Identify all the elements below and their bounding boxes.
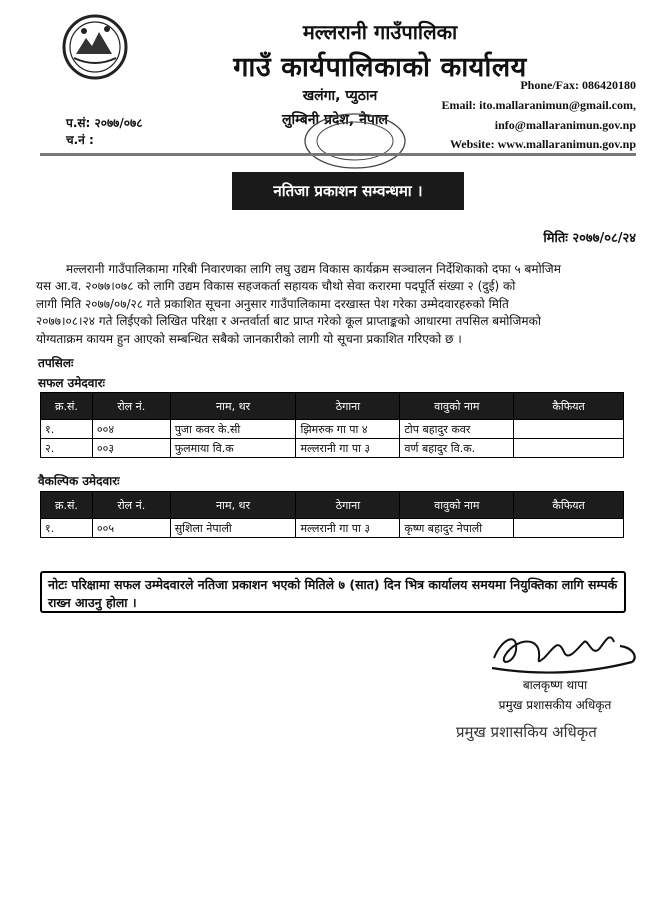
- office-name: गाउँ कार्यपालिकाको कार्यालय: [233, 52, 527, 83]
- column-header: कैफियत: [514, 393, 624, 420]
- table-row: [41, 439, 624, 458]
- website: Website: www.mallaranimun.gov.np: [449, 137, 636, 151]
- signature: [488, 618, 638, 678]
- column-header: ठेगाना: [296, 393, 400, 420]
- government-emblem: [62, 14, 128, 80]
- column-header: ठेगाना: [296, 492, 400, 519]
- column-header: क्र.सं.: [41, 492, 93, 519]
- alternate-label: वैकल्पिक उमेदवारः: [38, 474, 120, 488]
- table-cell: मल्लरानी गा पा ३: [296, 439, 400, 458]
- table-cell: झिमरुक गा पा ४: [296, 420, 400, 439]
- email-primary: Email: ito.mallaranimun@gmail.com,: [441, 98, 636, 112]
- column-header: वावुको नाम: [400, 492, 514, 519]
- signatory-title: प्रमुख प्रशासकीय अधिकृत: [498, 698, 612, 712]
- table-cell: २.: [41, 439, 93, 458]
- note-box: नोटः परिक्षामा सफल उम्मेदवारले नतिजा प्रकाशन भएको मितिले ७ (सात) दिन भित्र कार्यालय समयमा नियुक्तिका लागि सम्पर्क राख्न आउनु होला ।: [40, 571, 626, 613]
- signatory-name: बालकृष्ण थापा: [522, 678, 588, 692]
- table-cell: पुजा कवर के.सी: [170, 420, 296, 439]
- successful-candidates-table: [40, 392, 624, 458]
- table-cell: ००३: [92, 439, 170, 458]
- table-cell: वर्ण बहादुर वि.क.: [400, 439, 514, 458]
- body-line: यस आ.व. २०७७।०७८ को लागि उद्यम विकास सहजकर्ता सहायक चौथो सेवा करारमा पदपूर्ति संख्या २ (दुई) को: [36, 279, 516, 294]
- column-header: नाम, थर: [170, 492, 296, 519]
- table-cell: [514, 519, 624, 538]
- table-cell: ००५: [92, 519, 170, 538]
- municipality-name: मल्लरानी गाउँपालिका: [302, 20, 458, 44]
- table-cell: १.: [41, 420, 93, 439]
- column-header: क्र.सं.: [41, 393, 93, 420]
- notice-date: मितिः २०७७/०८/२४: [543, 231, 636, 246]
- designation-stamp: प्रमुख प्रशासकिय अधिकृत: [456, 723, 597, 741]
- table-row: [41, 519, 624, 538]
- office-stamp: [300, 110, 410, 172]
- table-cell: १.: [41, 519, 93, 538]
- table-header-row: [41, 393, 624, 420]
- table-cell: फुलमाया वि.क: [170, 439, 296, 458]
- alternate-candidates-table: [40, 491, 624, 538]
- body-line: २०७७।०८।२४ गते लिईएको लिखित परिक्षा र अन्तर्वार्ता बाट प्राप्त गरेको कूल प्राप्ताङ्कको आधारमा तपसिल बमोजिमको: [36, 314, 541, 329]
- body-line: लागी मिति २०७७/०७/२८ गते प्रकाशित सूचना अनुसार गाउँपालिकामा दरखास्त पेश गरेका उम्मेदवारहरुको मिति: [36, 296, 509, 311]
- subject-banner: नतिजा प्रकाशन सम्वन्धमा ।: [232, 172, 464, 210]
- table-cell: कृष्ण बहादुर नेपाली: [400, 519, 514, 538]
- phone-fax: Phone/Fax: 086420180: [520, 78, 636, 92]
- header-divider: [40, 153, 636, 156]
- column-header: रोल नं.: [92, 393, 170, 420]
- notice-body: [36, 261, 634, 348]
- body-line: योग्यताक्रम कायम हुन आएको सम्बन्धित सबैको जानकारीको लागी यो सूचना प्रकाशित गरिएको छ ।: [36, 331, 462, 346]
- body-line: मल्लरानी गाउँपालिकामा गरिबी निवारणका लागि लघु उद्यम विकास कार्यक्रम सञ्चालन निर्देशिकाको दफा ५ बमोजिम: [66, 262, 561, 276]
- column-header: वावुको नाम: [400, 393, 514, 420]
- table-row: [41, 420, 624, 439]
- column-header: कैफियत: [514, 492, 624, 519]
- table-cell: टोप बहादुर कवर: [400, 420, 514, 439]
- tapasil-label: तपसिलः: [38, 356, 74, 370]
- table-cell: ००४: [92, 420, 170, 439]
- successful-label: सफल उमेदवारः: [38, 376, 105, 390]
- table-header-row: [41, 492, 624, 519]
- table-cell: [514, 439, 624, 458]
- table-cell: मल्लरानी गा पा ३: [296, 519, 400, 538]
- reference-number: प.सं: २०७७/०७८: [66, 116, 143, 130]
- office-location: खलंगा, प्युठान: [302, 88, 378, 104]
- column-header: नाम, थर: [170, 393, 296, 420]
- dispatch-number: च.नं :: [66, 133, 94, 147]
- column-header: रोल नं.: [92, 492, 170, 519]
- province-name: लुम्बिनी प्रदेश, नेपाल: [282, 112, 388, 128]
- table-cell: सुशिला नेपाली: [170, 519, 296, 538]
- table-cell: [514, 420, 624, 439]
- email-secondary: info@mallaranimun.gov.np: [494, 118, 636, 132]
